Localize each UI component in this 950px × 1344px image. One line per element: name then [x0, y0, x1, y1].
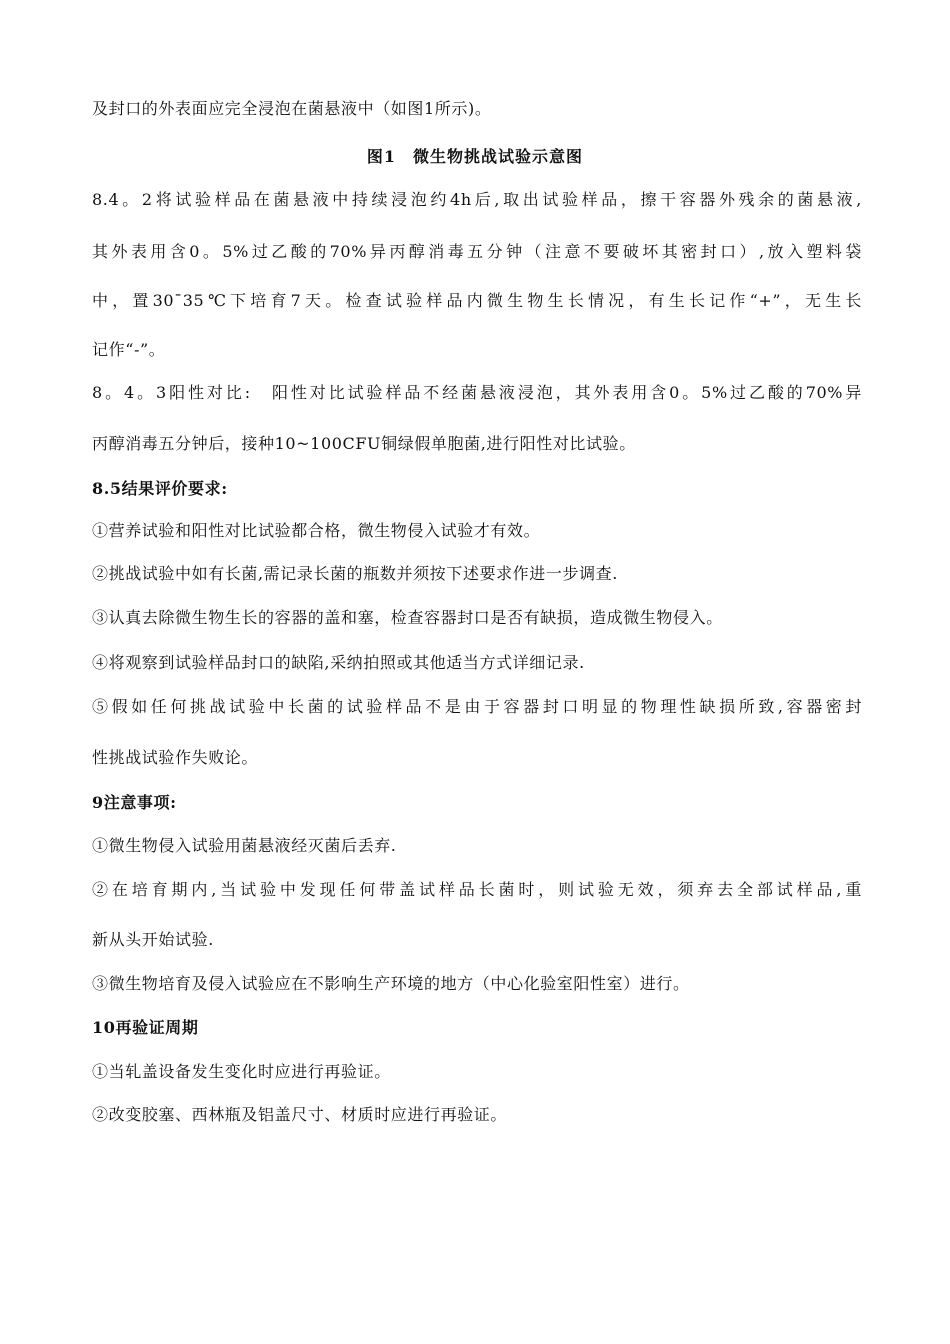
list-item: ①营养试验和阳性对比试验都合格，微生物侵入试验才有效。 [92, 521, 541, 540]
paragraph-line: 其外表用含0。5%过乙酸的70%异丙醇消毒五分钟（注意不要破坏其密封口）,放入塑料袋 [92, 242, 862, 261]
paragraph-line: 及封口的外表面应完全浸泡在菌悬液中（如图1所示)。 [92, 99, 492, 118]
list-item: ①微生物侵入试验用菌悬液经灭菌后丢弃. [92, 836, 397, 855]
paragraph-line: 8。4。3阳性对比: 阳性对比试验样品不经菌悬液浸泡，其外表用含0。5%过乙酸的70%异 [92, 383, 862, 402]
paragraph-line: 丙醇消毒五分钟后，接种10~100CFU铜绿假单胞菌,进行阳性对比试验。 [92, 434, 636, 453]
list-item: ③微生物培育及侵入试验应在不影响生产环境的地方（中心化验室阳性室）进行。 [92, 974, 690, 993]
paragraph-line: 记作“-”。 [92, 340, 166, 359]
list-item: ⑤假如任何挑战试验中长菌的试验样品不是由于容器封口明显的物理性缺损所致,容器密封 [92, 697, 862, 716]
paragraph-line: 中，置30¯35℃下培育7天。检查试验样品内微生物生长情况，有生长记作“+”，无生长 [92, 291, 862, 310]
list-item: ④将观察到试验样品封口的缺陷,采纳拍照或其他适当方式详细记录. [92, 653, 585, 672]
section-heading: 10再验证周期 [92, 1018, 199, 1037]
paragraph-line: 8.4。2将试验样品在菌悬液中持续浸泡约4h后,取出试验样品，擦干容器外残余的菌悬液, [92, 190, 862, 209]
section-heading: 8.5结果评价要求: [92, 479, 228, 498]
list-item: ②在培育期内,当试验中发现任何带盖试样品长菌时，则试验无效，须弃去全部试样品,重 [92, 880, 862, 899]
section-heading: 9注意事项: [92, 793, 177, 812]
list-item: ②挑战试验中如有长菌,需记录长菌的瓶数并须按下述要求作进一步调查. [92, 564, 618, 583]
list-item: ①当轧盖设备发生变化时应进行再验证。 [92, 1062, 391, 1081]
list-item-continuation: 性挑战试验作失败论。 [92, 748, 259, 767]
list-item: ②改变胶塞、西林瓶及铝盖尺寸、材质时应进行再验证。 [92, 1105, 508, 1124]
list-item-continuation: 新从头开始试验. [92, 930, 214, 949]
figure-caption: 图1 微生物挑战试验示意图 [366, 147, 584, 166]
list-item: ③认真去除微生物生长的容器的盖和塞，检查容器封口是否有缺损，造成微生物侵入。 [92, 608, 723, 627]
